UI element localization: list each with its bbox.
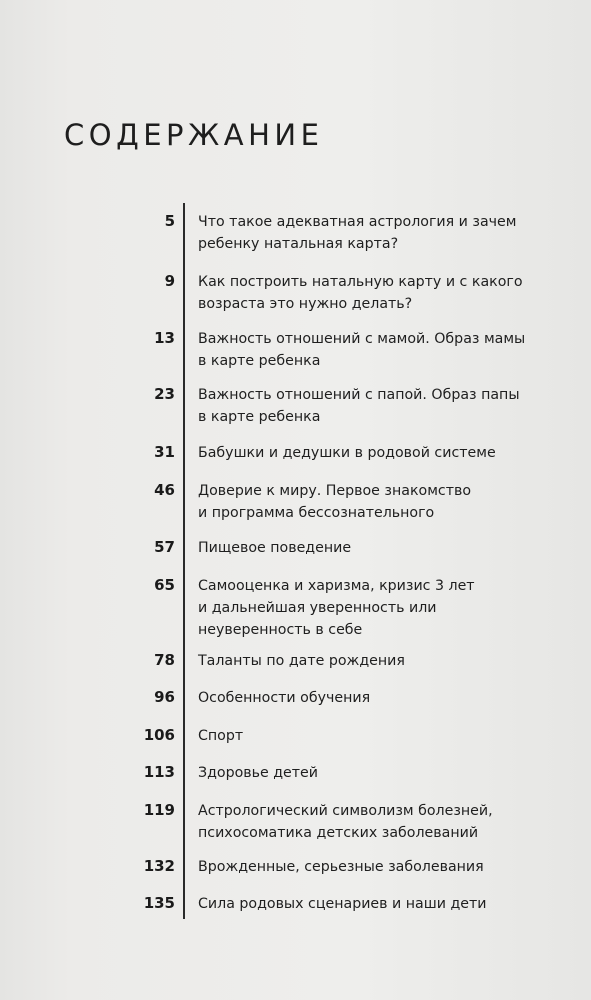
page-number: 23: [154, 385, 175, 403]
entry-title: [198, 762, 558, 784]
entry-title: [198, 442, 558, 464]
entry-line: психосоматика детских заболеваний: [198, 825, 479, 841]
entry-title: [198, 384, 558, 428]
entry-line: Важность отношений с мамой. Образ мамы: [198, 331, 526, 347]
entry-title: [198, 575, 558, 641]
entry-title: [198, 893, 558, 915]
entry-line: Пищевое поведение: [198, 540, 352, 556]
entry-line: Врожденные, серьезные заболевания: [198, 859, 484, 875]
page-number: 5: [164, 212, 175, 230]
page-number: 96: [154, 688, 175, 706]
entry-line: неуверенность в себе: [198, 622, 363, 638]
entry-title: [198, 328, 558, 372]
entry-line: Самооценка и харизма, кризис 3 лет: [198, 578, 475, 594]
entry-line: Важность отношений с папой. Образ папы: [198, 387, 520, 403]
entry-title: [198, 725, 558, 747]
page-number: 31: [154, 443, 175, 461]
entry-title: [198, 800, 558, 844]
page-number: 78: [154, 651, 175, 669]
entry-line: Спорт: [198, 728, 244, 744]
entry-title: [198, 480, 558, 524]
entry-line: Что такое адекватная астрология и зачем: [198, 214, 517, 230]
entry-title: [198, 856, 558, 878]
entry-line: Доверие к миру. Первое знакомство: [198, 483, 471, 499]
entry-line: Таланты по дате рождения: [198, 653, 405, 669]
entry-line: Бабушки и дедушки в родовой системе: [198, 445, 496, 461]
entry-title: [198, 687, 558, 709]
entry-line: в карте ребенка: [198, 353, 321, 369]
page-number: 135: [143, 894, 175, 912]
entry-title: [198, 271, 558, 315]
entry-title: [198, 537, 558, 559]
entry-title: [198, 211, 558, 255]
page-title: СОДЕРЖАНИЕ: [64, 118, 324, 152]
page-number: 46: [154, 481, 175, 499]
entry-line: Здоровье детей: [198, 765, 318, 781]
entry-line: Как построить натальную карту и с какого: [198, 274, 523, 290]
entry-line: возраста это нужно делать?: [198, 296, 413, 312]
page-number: 9: [164, 272, 175, 290]
entry-line: в карте ребенка: [198, 409, 321, 425]
page-number: 119: [143, 801, 175, 819]
entry-line: и программа бессознательного: [198, 505, 435, 521]
entry-line: Особенности обучения: [198, 690, 371, 706]
entry-title: [198, 650, 558, 672]
page-number: 65: [154, 576, 175, 594]
entry-line: Астрологический символизм болезней,: [198, 803, 493, 819]
page-number: 113: [143, 763, 175, 781]
entry-line: ребенку натальная карта?: [198, 236, 399, 252]
page-number: 132: [143, 857, 175, 875]
page-number: 13: [154, 329, 175, 347]
page-number: 57: [154, 538, 175, 556]
entry-line: и дальнейшая уверенность или: [198, 600, 437, 616]
page-number: 106: [143, 726, 175, 744]
vertical-divider: [183, 203, 185, 919]
entry-line: Сила родовых сценариев и наши дети: [198, 896, 487, 912]
